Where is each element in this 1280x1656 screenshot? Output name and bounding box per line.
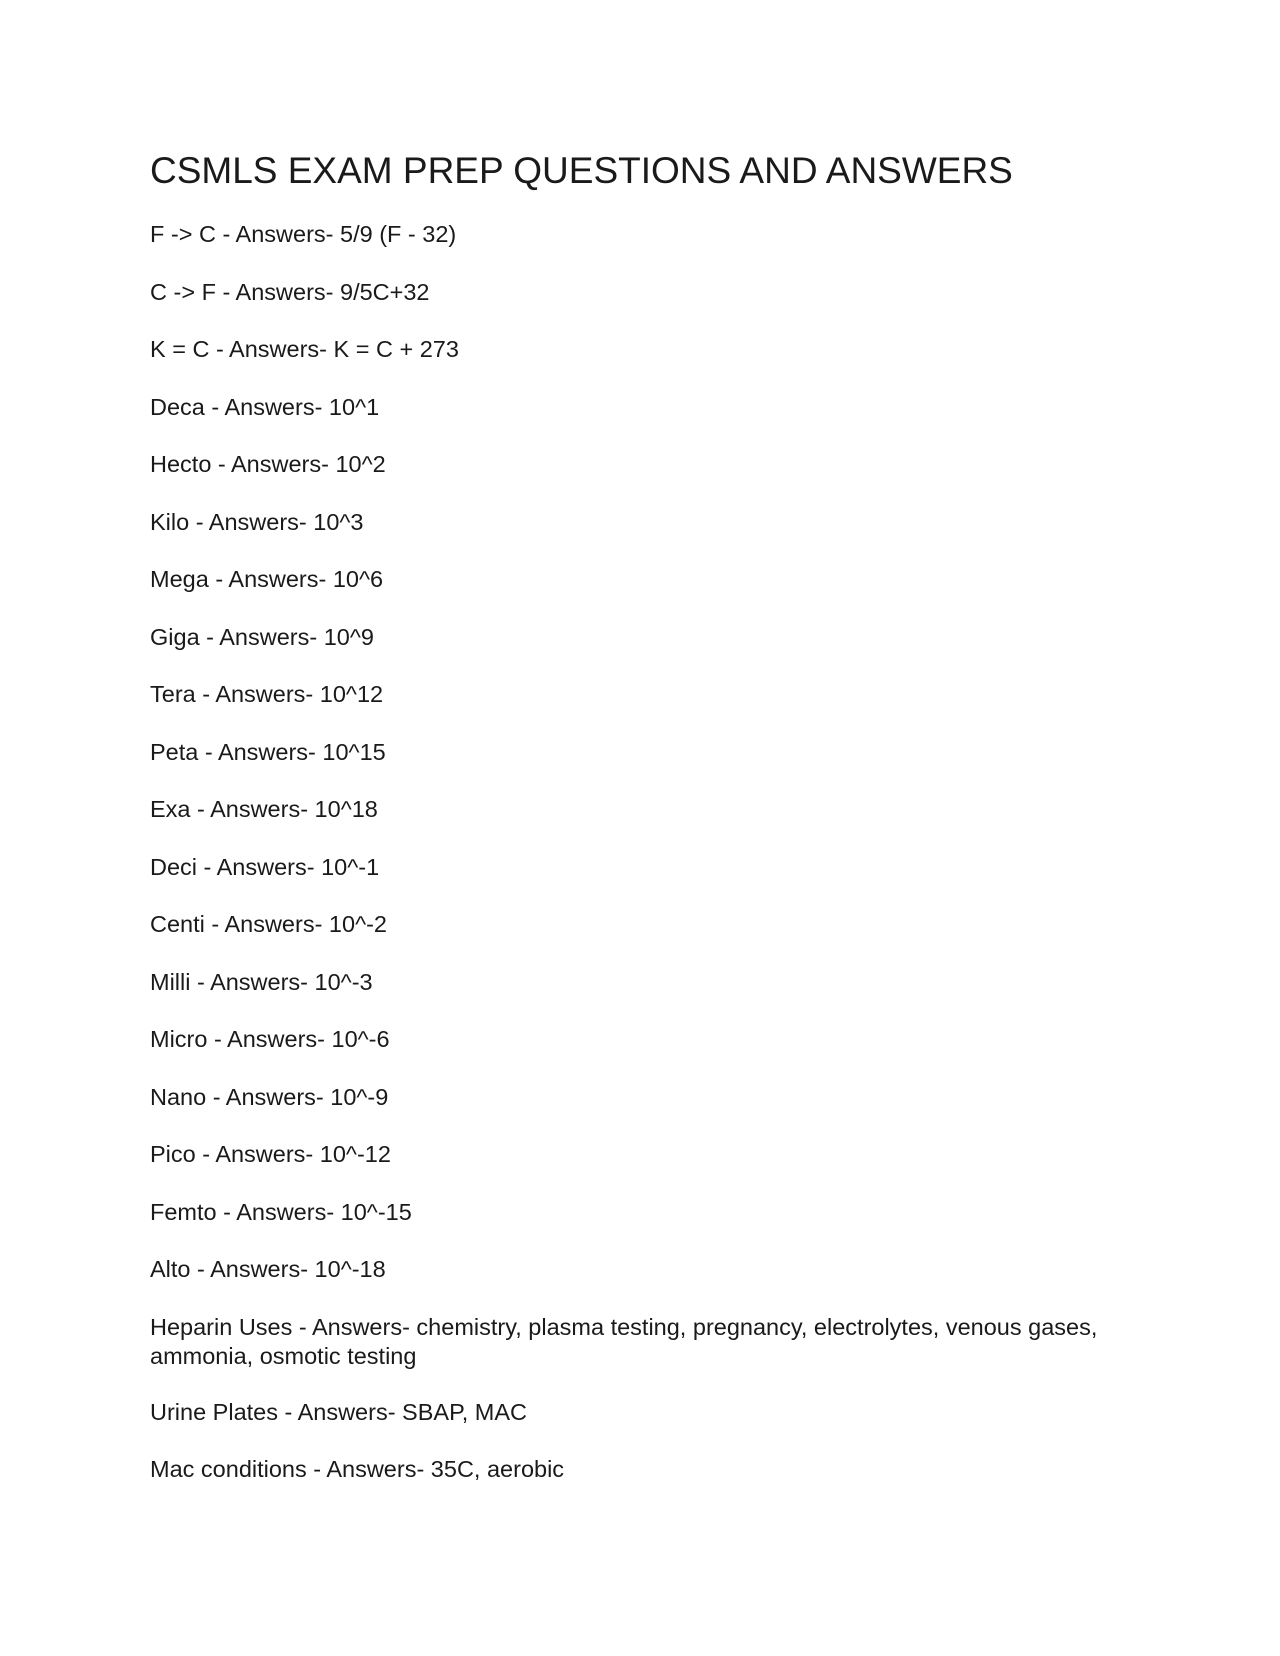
- question-text: Centi: [150, 911, 205, 937]
- qa-item: [150, 450, 1100, 479]
- question-text: Tera: [150, 681, 196, 707]
- question-text: Micro: [150, 1026, 208, 1052]
- qa-item: [150, 910, 1100, 939]
- separator: -: [190, 1256, 211, 1282]
- qa-list: [150, 220, 1100, 1513]
- separator: -: [306, 1456, 327, 1482]
- separator: -: [292, 1313, 312, 1340]
- question-text: Nano: [150, 1083, 207, 1110]
- answer-text: Answers- 10^9: [219, 623, 374, 650]
- qa-item: [150, 795, 1100, 824]
- answer-text: Answers- 10^12: [215, 681, 384, 707]
- separator: -: [215, 278, 236, 305]
- document-title: CSMLS EXAM PREP QUESTIONS AND ANSWERS: [150, 150, 1013, 191]
- question-text: Hecto: [150, 451, 212, 477]
- separator: -: [206, 1083, 226, 1110]
- answer-text: Answers- SBAP, MAC: [297, 1398, 528, 1425]
- answer-text: Answers- 10^1: [224, 393, 380, 420]
- question-text: Pico: [150, 1141, 196, 1167]
- answer-text: Answers- 9/5C+32: [235, 278, 430, 305]
- answer-text: Answers- K = C + 273: [229, 336, 459, 362]
- question-text: Mega: [150, 566, 209, 592]
- separator: -: [190, 968, 211, 995]
- answer-text: Answers- 10^-9: [225, 1083, 389, 1110]
- answer-text: Answers- chemistry, plasma testing, pregnancy, electrolytes, venous gases, ammonia, osmotic testing: [150, 1313, 1098, 1369]
- question-text: Peta: [150, 738, 199, 765]
- answer-text: Answers- 10^-15: [236, 1198, 412, 1225]
- separator: -: [198, 738, 218, 765]
- qa-item: [150, 220, 1100, 249]
- qa-item: [150, 1313, 1100, 1371]
- answer-text: Answers- 10^-18: [210, 1256, 386, 1282]
- answer-text: Answers- 10^15: [217, 738, 386, 765]
- qa-item: [150, 968, 1100, 997]
- separator: -: [211, 451, 231, 477]
- question-text: F -> C: [150, 221, 216, 247]
- qa-item: [150, 1140, 1100, 1169]
- separator: -: [208, 566, 229, 592]
- answer-text: Answers- 10^18: [210, 796, 378, 822]
- question-text: Milli: [150, 968, 191, 995]
- separator: -: [204, 911, 225, 937]
- question-text: Heparin Uses: [150, 1313, 293, 1340]
- answer-text: Answers- 10^2: [230, 451, 386, 477]
- question-text: Deca: [150, 393, 205, 420]
- qa-item: [150, 565, 1100, 594]
- answer-text: Answers- 10^3: [208, 508, 364, 535]
- question-text: Exa: [150, 796, 191, 822]
- separator: -: [195, 681, 216, 707]
- qa-item: [150, 1198, 1100, 1227]
- answer-text: Answers- 5/9 (F - 32): [235, 221, 457, 247]
- qa-item: [150, 1398, 1100, 1427]
- answer-text: Answers- 10^-3: [210, 968, 373, 995]
- qa-item: [150, 623, 1100, 652]
- answer-text: Answers- 35C, aerobic: [326, 1456, 565, 1482]
- answer-text: Answers- 10^-6: [227, 1026, 390, 1052]
- separator: -: [199, 623, 220, 650]
- separator: -: [189, 508, 209, 535]
- separator: -: [209, 336, 230, 362]
- separator: -: [216, 1198, 237, 1225]
- question-text: C -> F: [150, 278, 216, 305]
- qa-item: [150, 1025, 1100, 1054]
- qa-item: [150, 1455, 1100, 1484]
- question-text: Kilo: [150, 508, 190, 535]
- question-text: Giga: [150, 623, 200, 650]
- question-text: Alto: [150, 1256, 191, 1282]
- separator: -: [195, 1141, 216, 1167]
- answer-text: Answers- 10^6: [228, 566, 384, 592]
- separator: -: [204, 393, 225, 420]
- question-text: Mac conditions: [150, 1456, 307, 1482]
- qa-item: [150, 335, 1100, 364]
- separator: -: [207, 1026, 228, 1052]
- question-text: Urine Plates: [150, 1398, 278, 1425]
- qa-item: [150, 853, 1100, 882]
- qa-item: [150, 278, 1100, 307]
- qa-item: [150, 1083, 1100, 1112]
- qa-item: [150, 738, 1100, 767]
- qa-item: [150, 1255, 1100, 1284]
- separator: -: [215, 221, 236, 247]
- question-text: Femto: [150, 1198, 217, 1225]
- separator: -: [197, 853, 217, 880]
- question-text: K = C: [150, 336, 210, 362]
- question-text: Deci: [150, 853, 198, 880]
- qa-item: [150, 508, 1100, 537]
- separator: -: [278, 1398, 298, 1425]
- qa-item: [150, 680, 1100, 709]
- answer-text: Answers- 10^-1: [216, 853, 380, 880]
- separator: -: [190, 796, 211, 822]
- answer-text: Answers- 10^-2: [224, 911, 387, 937]
- qa-item: [150, 393, 1100, 422]
- answer-text: Answers- 10^-12: [215, 1141, 391, 1167]
